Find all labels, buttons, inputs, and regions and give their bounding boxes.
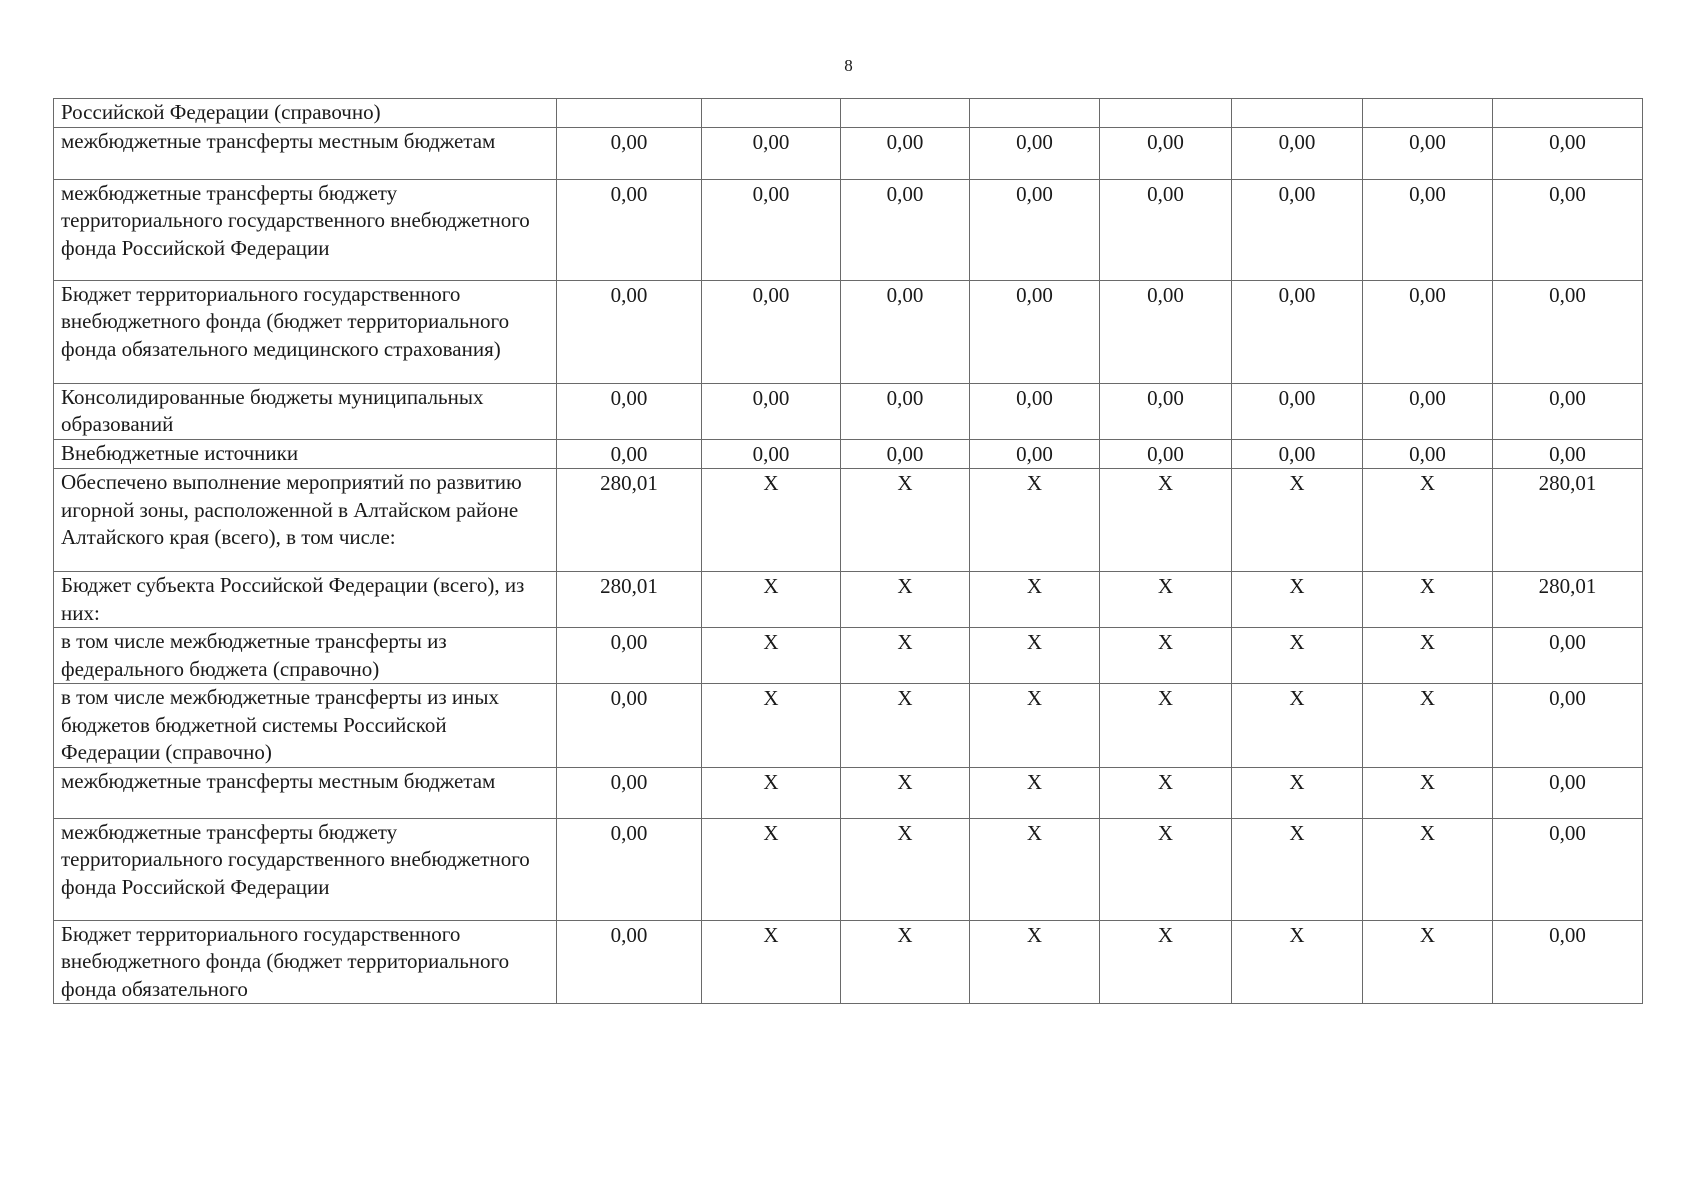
value-cell: X bbox=[702, 920, 841, 1004]
row-label: Бюджет территориального государственного внебюджетного фонда (бюджет территориального фонда обязательного bbox=[54, 920, 557, 1004]
table-body bbox=[54, 99, 1643, 1004]
value-cell: X bbox=[702, 684, 841, 768]
value-cell: X bbox=[1100, 469, 1232, 572]
value-cell: X bbox=[970, 572, 1100, 628]
table-row bbox=[54, 179, 1643, 280]
row-label: Бюджет субъекта Российской Федерации (всего), из них: bbox=[54, 572, 557, 628]
value-cell: 0,00 bbox=[702, 439, 841, 469]
value-cell: 0,00 bbox=[1232, 439, 1363, 469]
value-cell: X bbox=[1363, 572, 1493, 628]
value-cell: X bbox=[702, 628, 841, 684]
table-row bbox=[54, 818, 1643, 920]
value-cell: 0,00 bbox=[557, 383, 702, 439]
row-label: межбюджетные трансферты местным бюджетам bbox=[54, 767, 557, 818]
value-cell: 0,00 bbox=[1493, 628, 1643, 684]
value-cell: 0,00 bbox=[1493, 280, 1643, 383]
value-cell: 0,00 bbox=[970, 280, 1100, 383]
table-row bbox=[54, 920, 1643, 1004]
value-cell: X bbox=[970, 469, 1100, 572]
table-row bbox=[54, 469, 1643, 572]
value-cell: 0,00 bbox=[1363, 127, 1493, 179]
value-cell bbox=[557, 99, 702, 128]
value-cell bbox=[1493, 99, 1643, 128]
value-cell: 0,00 bbox=[1363, 179, 1493, 280]
value-cell: 0,00 bbox=[557, 684, 702, 768]
value-cell: X bbox=[1363, 818, 1493, 920]
row-label: Российской Федерации (справочно) bbox=[54, 99, 557, 128]
value-cell: 0,00 bbox=[1493, 383, 1643, 439]
value-cell: 0,00 bbox=[841, 179, 970, 280]
value-cell: 0,00 bbox=[1493, 127, 1643, 179]
value-cell: 0,00 bbox=[1100, 383, 1232, 439]
value-cell: 0,00 bbox=[1232, 179, 1363, 280]
value-cell: X bbox=[970, 684, 1100, 768]
value-cell: 0,00 bbox=[1363, 439, 1493, 469]
value-cell: 0,00 bbox=[557, 127, 702, 179]
value-cell: 280,01 bbox=[1493, 572, 1643, 628]
value-cell: X bbox=[841, 628, 970, 684]
table-row bbox=[54, 628, 1643, 684]
value-cell: X bbox=[841, 469, 970, 572]
value-cell: 0,00 bbox=[557, 179, 702, 280]
value-cell: 0,00 bbox=[557, 920, 702, 1004]
value-cell: X bbox=[970, 767, 1100, 818]
value-cell: 0,00 bbox=[970, 179, 1100, 280]
page-number: 8 bbox=[844, 56, 853, 75]
value-cell: 0,00 bbox=[1363, 280, 1493, 383]
value-cell: X bbox=[702, 767, 841, 818]
value-cell: 0,00 bbox=[1100, 127, 1232, 179]
value-cell: X bbox=[1232, 628, 1363, 684]
value-cell: X bbox=[970, 628, 1100, 684]
value-cell: X bbox=[841, 572, 970, 628]
row-label: в том числе межбюджетные трансферты из иных бюджетов бюджетной системы Российской Федерации (справочно) bbox=[54, 684, 557, 768]
value-cell: X bbox=[970, 920, 1100, 1004]
value-cell: 0,00 bbox=[841, 439, 970, 469]
value-cell: 0,00 bbox=[1232, 383, 1363, 439]
value-cell: X bbox=[1100, 628, 1232, 684]
value-cell: 280,01 bbox=[1493, 469, 1643, 572]
value-cell: 0,00 bbox=[702, 280, 841, 383]
value-cell: X bbox=[970, 818, 1100, 920]
value-cell bbox=[970, 99, 1100, 128]
value-cell bbox=[1232, 99, 1363, 128]
value-cell: 0,00 bbox=[1493, 439, 1643, 469]
value-cell: X bbox=[702, 469, 841, 572]
value-cell: 0,00 bbox=[557, 280, 702, 383]
value-cell: X bbox=[1232, 920, 1363, 1004]
value-cell: X bbox=[1232, 818, 1363, 920]
table-row bbox=[54, 99, 1643, 128]
value-cell: X bbox=[1232, 767, 1363, 818]
table-row bbox=[54, 439, 1643, 469]
value-cell: X bbox=[1363, 628, 1493, 684]
value-cell bbox=[1363, 99, 1493, 128]
value-cell: X bbox=[1100, 920, 1232, 1004]
value-cell: X bbox=[1100, 818, 1232, 920]
value-cell: 0,00 bbox=[702, 127, 841, 179]
value-cell: X bbox=[841, 767, 970, 818]
row-label: Внебюджетные источники bbox=[54, 439, 557, 469]
value-cell: 0,00 bbox=[841, 383, 970, 439]
value-cell: 0,00 bbox=[1100, 439, 1232, 469]
value-cell: 0,00 bbox=[1493, 179, 1643, 280]
value-cell: 0,00 bbox=[970, 127, 1100, 179]
value-cell: 0,00 bbox=[557, 439, 702, 469]
row-label: Обеспечено выполнение мероприятий по развитию игорной зоны, расположенной в Алтайском районе Алтайского края (всего), в том числе: bbox=[54, 469, 557, 572]
value-cell: 0,00 bbox=[970, 439, 1100, 469]
value-cell: X bbox=[1100, 767, 1232, 818]
value-cell: 0,00 bbox=[970, 383, 1100, 439]
value-cell: 0,00 bbox=[702, 383, 841, 439]
row-label: межбюджетные трансферты местным бюджетам bbox=[54, 127, 557, 179]
value-cell: X bbox=[1100, 572, 1232, 628]
value-cell: 0,00 bbox=[1493, 767, 1643, 818]
row-label: межбюджетные трансферты бюджету территориального государственного внебюджетного фонда Российской Федерации bbox=[54, 818, 557, 920]
value-cell: X bbox=[1363, 767, 1493, 818]
value-cell: 0,00 bbox=[1232, 127, 1363, 179]
table-row bbox=[54, 684, 1643, 768]
row-label: Консолидированные бюджеты муниципальных образований bbox=[54, 383, 557, 439]
value-cell: 0,00 bbox=[1493, 920, 1643, 1004]
value-cell: 280,01 bbox=[557, 572, 702, 628]
value-cell: 0,00 bbox=[557, 628, 702, 684]
value-cell: 0,00 bbox=[1493, 684, 1643, 768]
value-cell: 0,00 bbox=[557, 818, 702, 920]
value-cell: X bbox=[702, 572, 841, 628]
value-cell: X bbox=[1232, 684, 1363, 768]
budget-table bbox=[53, 98, 1643, 1004]
table-row bbox=[54, 280, 1643, 383]
value-cell: 0,00 bbox=[1493, 818, 1643, 920]
row-label: межбюджетные трансферты бюджету территориального государственного внебюджетного фонда Российской Федерации bbox=[54, 179, 557, 280]
value-cell: X bbox=[1232, 469, 1363, 572]
value-cell: X bbox=[841, 684, 970, 768]
value-cell: 0,00 bbox=[1232, 280, 1363, 383]
value-cell bbox=[841, 99, 970, 128]
value-cell: X bbox=[841, 818, 970, 920]
value-cell: 0,00 bbox=[702, 179, 841, 280]
value-cell bbox=[702, 99, 841, 128]
row-label: Бюджет территориального государственного внебюджетного фонда (бюджет территориального фонда обязательного медицинского страхования) bbox=[54, 280, 557, 383]
value-cell: 280,01 bbox=[557, 469, 702, 572]
value-cell: X bbox=[1100, 684, 1232, 768]
table-row bbox=[54, 383, 1643, 439]
table-row bbox=[54, 767, 1643, 818]
value-cell: 0,00 bbox=[1100, 280, 1232, 383]
value-cell: 0,00 bbox=[1100, 179, 1232, 280]
value-cell: X bbox=[841, 920, 970, 1004]
value-cell bbox=[1100, 99, 1232, 128]
table-row bbox=[54, 127, 1643, 179]
value-cell: X bbox=[1363, 684, 1493, 768]
value-cell: 0,00 bbox=[841, 280, 970, 383]
value-cell: X bbox=[1232, 572, 1363, 628]
value-cell: X bbox=[1363, 920, 1493, 1004]
table-row bbox=[54, 572, 1643, 628]
value-cell: 0,00 bbox=[1363, 383, 1493, 439]
value-cell: X bbox=[702, 818, 841, 920]
value-cell: X bbox=[1363, 469, 1493, 572]
value-cell: 0,00 bbox=[841, 127, 970, 179]
value-cell: 0,00 bbox=[557, 767, 702, 818]
row-label: в том числе межбюджетные трансферты из федерального бюджета (справочно) bbox=[54, 628, 557, 684]
